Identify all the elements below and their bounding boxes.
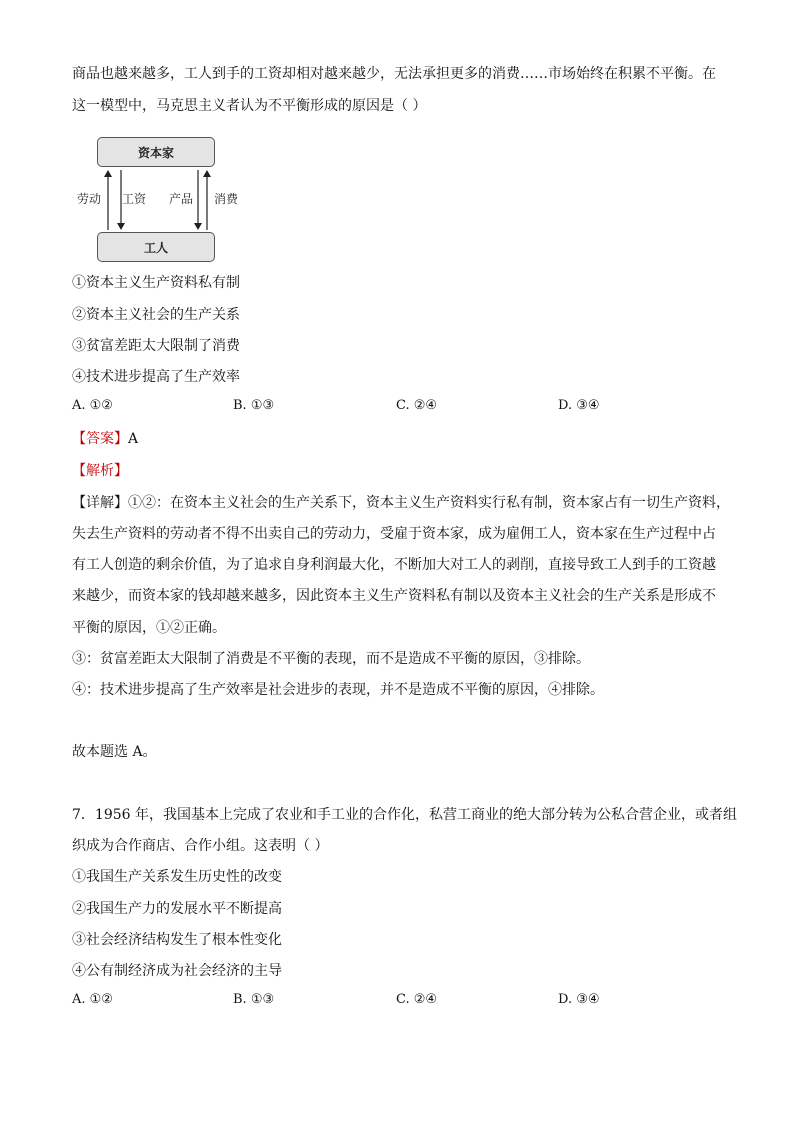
- detail-line-3: 有工人创造的剩余价值，为了追求自身利润最大化，不断加大对工人的剥削，直接导致工人到手的工资越: [72, 557, 716, 573]
- label-consume: 消费: [214, 192, 239, 206]
- q6-option-1: ①资本主义生产资料私有制: [72, 275, 240, 291]
- analysis-label: 【解析】: [72, 463, 128, 479]
- consume-arrow-up-icon: [203, 170, 211, 230]
- q6-option-2: ②资本主义社会的生产关系: [72, 307, 240, 323]
- label-labor: 劳动: [77, 192, 102, 206]
- detail-line-1: [72, 493, 730, 513]
- answer-label: 【答案】: [72, 431, 128, 447]
- q7-choice-b: B. ①③: [233, 992, 275, 1007]
- capital-worker-diagram: [77, 137, 243, 263]
- q6-choice-b: B. ①③: [233, 398, 275, 413]
- q7-option-4: ④公有制经济成为社会经济的主导: [72, 963, 282, 979]
- q6-option-4: ④技术进步提高了生产效率: [72, 369, 240, 385]
- exclude-4-line: ④：技术进步提高了生产效率是社会进步的表现，并不是造成不平衡的原因，④排除。: [72, 682, 604, 698]
- detail-line-5: 平衡的原因，①②正确。: [72, 620, 226, 636]
- q7-option-2: ②我国生产力的发展水平不断提高: [72, 901, 282, 917]
- q6-choice-c: C. ②④: [396, 398, 438, 413]
- q6-stem-line-2: 这一模型中，马克思主义者认为不平衡形成的原因是（ ）: [72, 98, 427, 114]
- exclude-3-line: ③：贫富差距太大限制了消费是不平衡的表现，而不是造成不平衡的原因，③排除。: [72, 651, 590, 667]
- q6-stem-line-1: 商品也越来越多，工人到手的工资却相对越来越少，无法承担更多的消费……市场始终在积累不平衡。在: [72, 66, 716, 82]
- q7-stem-line-1: 7．1956 年，我国基本上完成了农业和手工业的合作化，私营工商业的绝大部分转为公私合营企业，或者组: [72, 807, 737, 823]
- detail-line-4: 来越少，而资本家的钱却越来越多，因此资本主义生产资料私有制以及资本主义社会的生产关系是形成不: [72, 588, 716, 604]
- q6-option-3: ③贫富差距太大限制了消费: [72, 338, 240, 354]
- answer-line: [72, 429, 138, 449]
- worker-box: 工人: [97, 232, 215, 262]
- answer-value: A: [128, 431, 139, 447]
- product-arrow-down-icon: [194, 170, 202, 230]
- capitalist-box: 资本家: [97, 137, 215, 167]
- detail-label: 【详解】: [72, 495, 128, 511]
- label-product: 产品: [169, 192, 194, 206]
- label-wage: 工资: [122, 192, 147, 206]
- q6-choice-row: [72, 398, 712, 418]
- q7-stem-line-2: 织成为合作商店、合作小组。这表明（ ）: [72, 838, 329, 854]
- q6-choice-d: D. ③④: [558, 398, 600, 413]
- q7-choice-c: C. ②④: [396, 992, 438, 1007]
- q6-choice-a: A. ①②: [72, 398, 113, 413]
- q7-choice-row: [72, 992, 712, 1012]
- labor-arrow-up-icon: [104, 170, 112, 230]
- q7-choice-d: D. ③④: [558, 992, 600, 1007]
- q7-option-3: ③社会经济结构发生了根本性变化: [72, 932, 282, 948]
- detail-line-2: 失去生产资料的劳动者不得不出卖自己的劳动力，受雇于资本家，成为雇佣工人，资本家在生产过程中占: [72, 526, 716, 542]
- q7-option-1: ①我国生产关系发生历史性的改变: [72, 869, 282, 885]
- q7-choice-a: A. ①②: [72, 992, 113, 1007]
- conclusion-line: 故本题选 A。: [72, 744, 157, 760]
- detail-text-1: ①②：在资本主义社会的生产关系下，资本主义生产资料实行私有制，资本家占有一切生产资料，: [128, 495, 730, 511]
- analysis-line: [72, 461, 128, 481]
